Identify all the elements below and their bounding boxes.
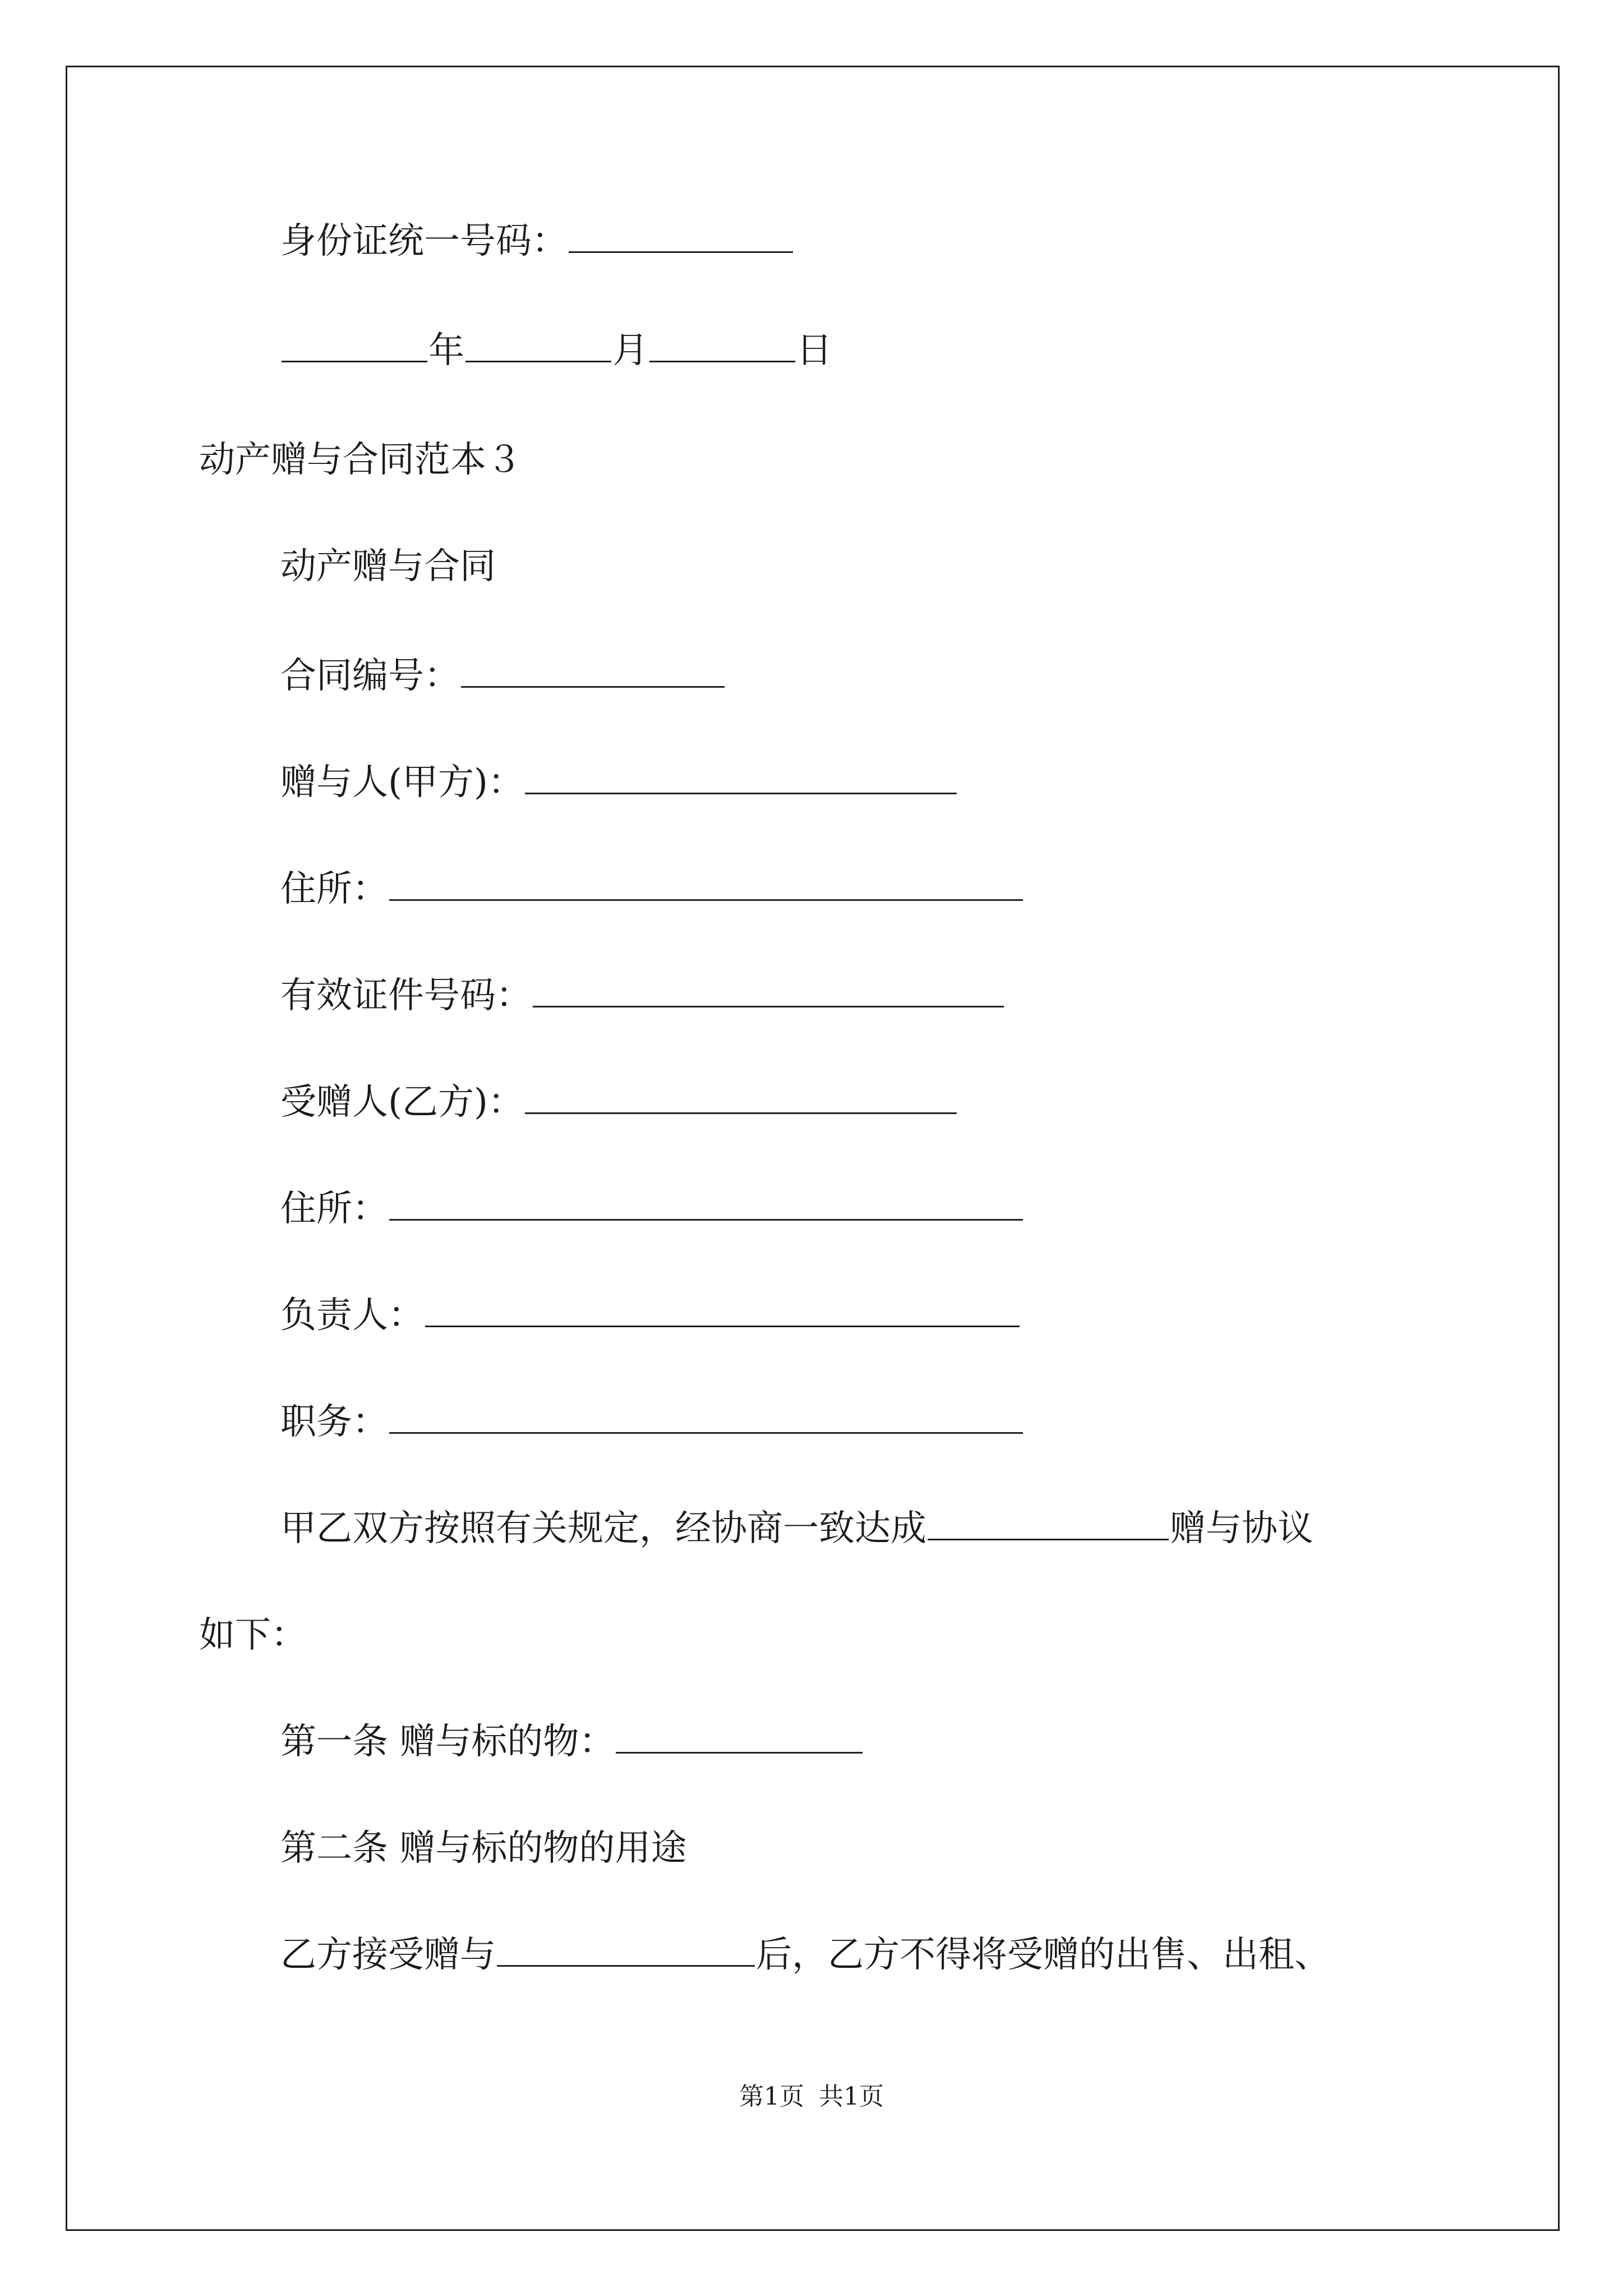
- donor-blank[interactable]: [525, 763, 957, 794]
- year-label: 年: [428, 330, 464, 371]
- day-label: 日: [796, 330, 832, 371]
- donee-blank[interactable]: [525, 1083, 957, 1114]
- contract-title: 动产赠与合同: [280, 546, 496, 587]
- responsible-label: 负责人：: [280, 1295, 424, 1336]
- contract-number-blank[interactable]: [461, 657, 725, 688]
- usage-text-a: 乙方接受赠与: [280, 1934, 496, 1976]
- agreement-text-b: 赠与协议: [1170, 1508, 1313, 1549]
- usage-blank[interactable]: [497, 1936, 755, 1967]
- donee-address-label: 住所：: [280, 1188, 388, 1230]
- month-label: 月: [612, 330, 648, 371]
- donor-label: 赠与人(甲方)：: [280, 762, 524, 803]
- page-number: 第1页: [739, 2082, 804, 2111]
- responsible-line: [280, 1293, 1021, 1338]
- id-number-label: 身份证统一号码：: [280, 220, 568, 262]
- id-number-blank[interactable]: [569, 222, 793, 253]
- page-total: 共1页: [819, 2082, 884, 2111]
- year-blank[interactable]: [282, 332, 427, 362]
- responsible-blank[interactable]: [425, 1296, 1020, 1327]
- donor-address-line: [280, 867, 1024, 912]
- donee-label: 受赠人(乙方)：: [280, 1082, 524, 1123]
- donor-id-label: 有效证件号码：: [280, 975, 532, 1016]
- usage-line: [280, 1932, 1330, 1977]
- agreement-line: [280, 1506, 1313, 1551]
- donee-address-line: [280, 1186, 1024, 1231]
- month-blank[interactable]: [465, 332, 611, 362]
- position-label: 职务：: [280, 1401, 388, 1443]
- contract-number-label: 合同编号：: [280, 655, 460, 697]
- article-2-line: 第二条 赠与标的物的用途: [280, 1828, 687, 1869]
- agreement-text-a: 甲乙双方按照有关规定，经协商一致达成: [280, 1508, 926, 1549]
- donor-line: [280, 760, 958, 805]
- donor-address-blank[interactable]: [389, 870, 1023, 901]
- date-line: [280, 328, 832, 373]
- day-blank[interactable]: [649, 332, 795, 362]
- position-line: [280, 1400, 1024, 1444]
- section-title: 动产赠与合同范本３: [199, 439, 522, 481]
- donee-address-blank[interactable]: [389, 1190, 1023, 1221]
- page-border: [66, 66, 1560, 2231]
- position-blank[interactable]: [389, 1403, 1023, 1434]
- donor-id-line: [280, 973, 1005, 1018]
- page-footer: [0, 2081, 1623, 2113]
- article-1-line: [280, 1719, 864, 1764]
- agreement-blank[interactable]: [928, 1510, 1169, 1540]
- donee-line: [280, 1080, 958, 1125]
- article-1-number: 第一条: [280, 1721, 388, 1763]
- donor-id-blank[interactable]: [533, 977, 1004, 1007]
- id-number-line: [280, 219, 794, 264]
- contract-number-line: [280, 654, 726, 698]
- gift-object-blank[interactable]: [616, 1723, 863, 1754]
- agreement-continuation: 如下：: [199, 1614, 307, 1656]
- donor-address-label: 住所：: [280, 868, 388, 910]
- article-1-label: 赠与标的物：: [399, 1721, 615, 1763]
- usage-text-b: 后，乙方不得将受赠的出售、出租、: [756, 1934, 1330, 1976]
